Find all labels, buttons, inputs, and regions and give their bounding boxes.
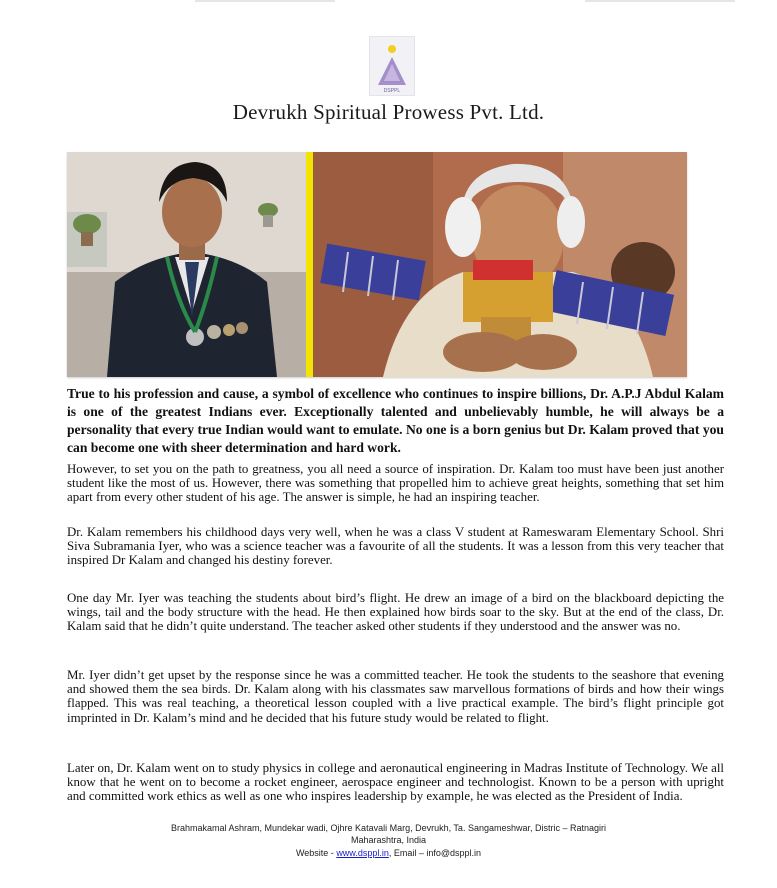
footer-state: Maharashtra, India: [350, 835, 427, 845]
lead-paragraph: True to his profession and cause, a symbol of excellence who continues to inspire billions, Dr. A.P.J Abdul Kalam is one of the greatest Indians ever. Exceptionally talented and unbelievably humble, he will always be a personality that every true Indian would want to emulate. No one is a born genius but Dr. Kalam proved that you can become one with sheer determination and hard work.: [67, 386, 724, 455]
top-border-line: [585, 0, 735, 2]
student-photo: [67, 152, 306, 377]
paragraph-birds-flight: One day Mr. Iyer was teaching the students about bird’s flight. He drew an image of a bird on the blackboard depicting the wings, tail and the body structure with the head. He then explained how birds soar to the sky. But at the end of the class, Dr. Kalam said that he didn’t quite understand. The teacher asked other students if they understood and the answer was no.: [67, 591, 724, 634]
logo-text: DSPPL: [383, 88, 401, 94]
paragraph-seashore: Mr. Iyer didn’t get upset by the response since he was a committed teacher. He took the students to the seashore that evening and showed them the sea birds. Dr. Kalam along with his classmates saw marvellous formations of birds and how their wings flapped. This was real teaching, a theoretical lesson coupled with a live practical example. The bird’s flight principle got imprinted in Dr. Kalam’s mind and he decided that his future study would be related to flight.: [67, 668, 724, 725]
footer-email: , Email – info@dsppl.in: [388, 848, 482, 858]
paragraph-inspiration: However, to set you on the path to greatness, you all need a source of inspiration. Dr. Kalam too must have been just another student like the most of us. However, there was something that propelled him to achieve great heights, something that set him apart from every other student of his age. The answer is simple, he had an inspiring teacher.: [67, 462, 724, 505]
footer-address: Brahmakamal Ashram, Mundekar wadi, Ojhre Katavali Marg, Devrukh, Ta. Sangameshwar, Distric – Ratnagiri: [170, 823, 606, 833]
website-link[interactable]: www.dsppl.in: [336, 848, 389, 858]
photo-strip: [67, 152, 687, 377]
paragraph-childhood: Dr. Kalam remembers his childhood days very well, when he was a class V student at Rameswaram Elementary School. Shri Siva Subramania Iyer, who was a science teacher was a favourite of all the students. It was a lesson from this very teacher that inspired Dr Kalam and changed his destiny forever.: [67, 525, 724, 568]
footer-website-label: Website -: [295, 848, 337, 858]
top-border-line: [195, 0, 335, 2]
kalam-photo: [313, 152, 687, 377]
paragraph-career: Later on, Dr. Kalam went on to study physics in college and aeronautical engineering in Madras Institute of Technology. We all know that he went on to become a rocket engineer, aerospace engineer and technologist. Known to be a person with upright and committed work ethics as well as one who inspires leadership by example, he was elected as the President of India.: [67, 761, 724, 804]
footer-contact: [0, 848, 777, 860]
photo-divider: [306, 152, 313, 377]
company-logo: [369, 36, 415, 96]
company-name: Devrukh Spiritual Prowess Pvt. Ltd.: [232, 100, 545, 124]
